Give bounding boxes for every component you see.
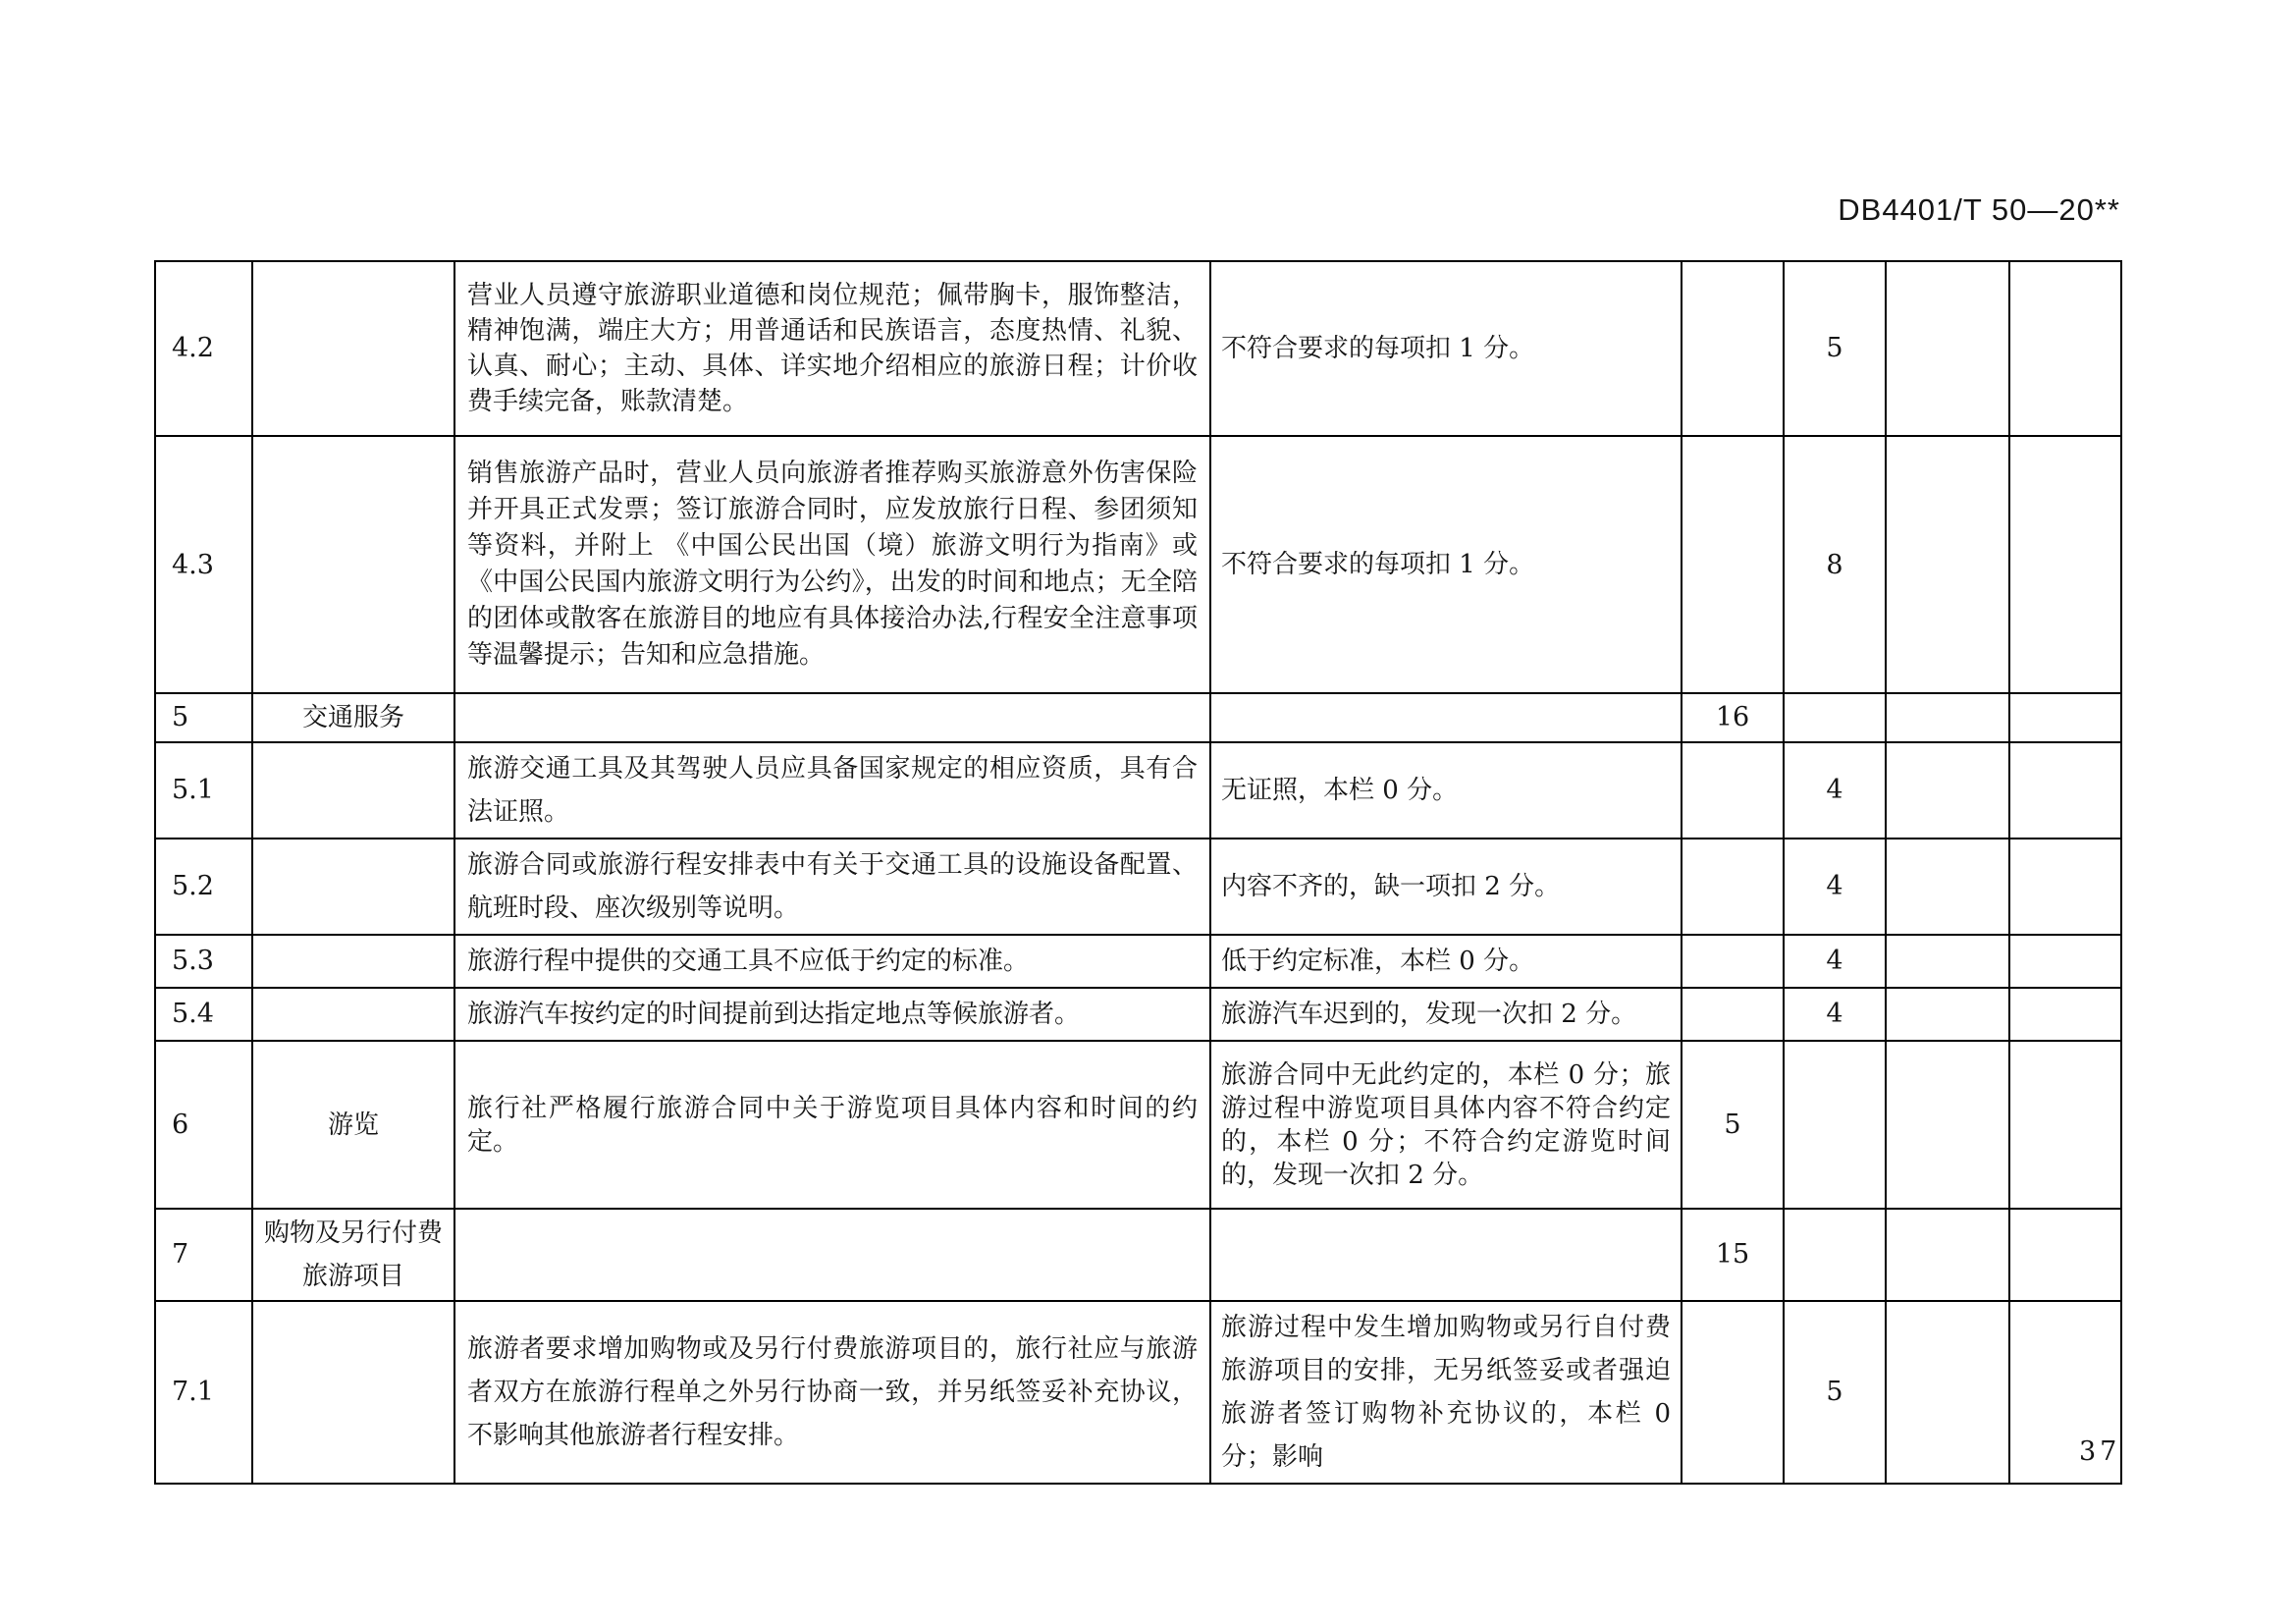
standard-code-header: DB4401/T 50—20** [1838,192,2120,227]
category-score [1682,261,1784,436]
empty-score-cell [2009,988,2121,1041]
deduction-rule: 旅游过程中发生增加购物或另行自付费旅游项目的安排，无另纸签妥或者强迫旅游者签订购物补充协议的，本栏 0 分；影响 [1210,1301,1682,1484]
category-cell: 购物及另行付费旅游项目 [252,1209,454,1301]
empty-score-cell [2009,742,2121,839]
category-score [1682,436,1784,693]
clause-number: 5.4 [155,988,252,1041]
clause-number: 5.2 [155,839,252,935]
category-cell: 游览 [252,1041,454,1209]
empty-score-cell [1886,988,2009,1041]
item-score [1784,1041,1886,1209]
category-score [1682,988,1784,1041]
item-score: 4 [1784,742,1886,839]
empty-score-cell [2009,436,2121,693]
item-score: 4 [1784,988,1886,1041]
table-row [155,1209,2121,1301]
empty-score-cell [2009,839,2121,935]
table-row [155,261,2121,436]
table-row [155,839,2121,935]
deduction-rule: 不符合要求的每项扣 1 分。 [1210,261,1682,436]
deduction-rule: 旅游汽车迟到的，发现一次扣 2 分。 [1210,988,1682,1041]
empty-score-cell [1886,261,2009,436]
clause-number: 5 [155,693,252,742]
clause-number: 4.3 [155,436,252,693]
clause-number: 5.1 [155,742,252,839]
category-score [1682,935,1784,988]
clause-number: 7.1 [155,1301,252,1484]
requirement-text: 旅游合同或旅游行程安排表中有关于交通工具的设施设备配置、航班时段、座次级别等说明。 [454,839,1210,935]
deduction-rule [1210,693,1682,742]
requirement-text: 旅游者要求增加购物或及另行付费旅游项目的，旅行社应与旅游者双方在旅游行程单之外另行协商一致，并另纸签妥补充协议，不影响其他旅游者行程安排。 [454,1301,1210,1484]
empty-score-cell [2009,935,2121,988]
page-number: 37 [2079,1436,2121,1467]
category-cell [252,261,454,436]
rating-score-table [154,260,2122,1485]
category-score [1682,839,1784,935]
requirement-text: 旅游交通工具及其驾驶人员应具备国家规定的相应资质，具有合法证照。 [454,742,1210,839]
table-row [155,935,2121,988]
deduction-rule: 低于约定标准，本栏 0 分。 [1210,935,1682,988]
empty-score-cell [1886,436,2009,693]
requirement-text: 旅行社严格履行旅游合同中关于游览项目具体内容和时间的约定。 [454,1041,1210,1209]
table-row [155,742,2121,839]
clause-number: 4.2 [155,261,252,436]
item-score [1784,1209,1886,1301]
deduction-rule: 旅游合同中无此约定的，本栏 0 分；旅游过程中游览项目具体内容不符合约定的，本栏 0 分；不符合约定游览时间的，发现一次扣 2 分。 [1210,1041,1682,1209]
item-score [1784,693,1886,742]
requirement-text [454,693,1210,742]
item-score: 8 [1784,436,1886,693]
category-score [1682,1301,1784,1484]
requirement-text: 营业人员遵守旅游职业道德和岗位规范；佩带胸卡，服饰整洁，精神饱满，端庄大方；用普通话和民族语言，态度热情、礼貌、认真、耐心；主动、具体、详实地介绍相应的旅游日程；计价收费手续完备，账款清楚。 [454,261,1210,436]
category-cell [252,742,454,839]
deduction-rule: 内容不齐的，缺一项扣 2 分。 [1210,839,1682,935]
category-cell [252,988,454,1041]
category-score: 15 [1682,1209,1784,1301]
empty-score-cell [1886,1301,2009,1484]
clause-number: 7 [155,1209,252,1301]
empty-score-cell [1886,742,2009,839]
table-row [155,1041,2121,1209]
requirement-text: 旅游汽车按约定的时间提前到达指定地点等候旅游者。 [454,988,1210,1041]
item-score: 5 [1784,1301,1886,1484]
table-row [155,1301,2121,1484]
empty-score-cell [1886,935,2009,988]
item-score: 4 [1784,935,1886,988]
table-row [155,988,2121,1041]
deduction-rule: 不符合要求的每项扣 1 分。 [1210,436,1682,693]
category-cell [252,436,454,693]
empty-score-cell [2009,1041,2121,1209]
category-cell [252,839,454,935]
empty-score-cell [1886,1041,2009,1209]
clause-number: 6 [155,1041,252,1209]
item-score: 4 [1784,839,1886,935]
empty-score-cell [2009,1209,2121,1301]
requirement-text: 旅游行程中提供的交通工具不应低于约定的标准。 [454,935,1210,988]
empty-score-cell [1886,1209,2009,1301]
category-score [1682,742,1784,839]
item-score: 5 [1784,261,1886,436]
clause-number: 5.3 [155,935,252,988]
empty-score-cell [1886,693,2009,742]
deduction-rule [1210,1209,1682,1301]
table-row [155,436,2121,693]
category-cell [252,1301,454,1484]
empty-score-cell [2009,261,2121,436]
empty-score-cell [1886,839,2009,935]
requirement-text [454,1209,1210,1301]
category-score: 16 [1682,693,1784,742]
empty-score-cell [2009,693,2121,742]
category-cell: 交通服务 [252,693,454,742]
category-score: 5 [1682,1041,1784,1209]
requirement-text: 销售旅游产品时，营业人员向旅游者推荐购买旅游意外伤害保险并开具正式发票；签订旅游合同时，应发放旅行日程、参团须知等资料，并附上 《中国公民出国（境）旅游文明行为指南》或《中国公民国内旅游文明行为公约》，出发的时间和地点；无全陪的团体或散客在旅游目的地应有具体接洽办法,行程安全注意事项等温馨提示；告知和应急措施。 [454,436,1210,693]
deduction-rule: 无证照，本栏 0 分。 [1210,742,1682,839]
table-row [155,693,2121,742]
category-cell [252,935,454,988]
